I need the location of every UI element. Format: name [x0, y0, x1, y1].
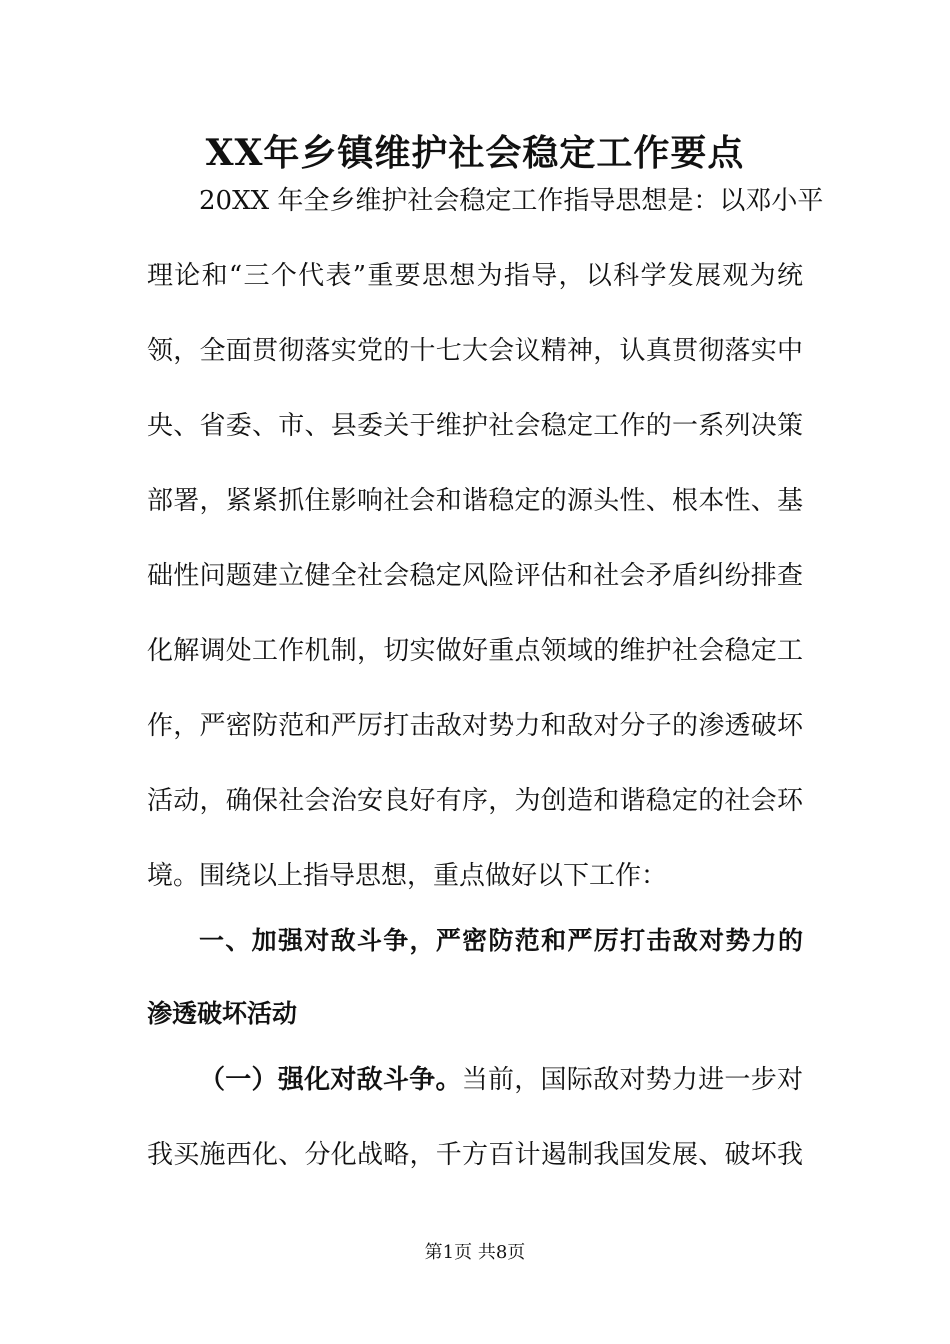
- subsection-line: [199, 1062, 803, 1098]
- subsection-text: 当前，国际敌对势力进一步对: [461, 1065, 803, 1095]
- paragraph-line: 20XX 年全乡维护社会稳定工作指导思想是：以邓小平: [199, 186, 824, 216]
- paragraph-line: 化解调处工作机制，切实做好重点领域的维护社会稳定工: [147, 636, 803, 666]
- paragraph-line: 活动，确保社会治安良好有序，为创造和谐稳定的社会环: [147, 786, 803, 816]
- paragraph-line: 理论和“三个代表”重要思想为指导，以科学发展观为统: [147, 261, 803, 291]
- subsection-lead: （一）强化对敌斗争。: [199, 1065, 462, 1095]
- paragraph-line: 领，全面贯彻落实党的十七大会议精神，认真贯彻落实中: [147, 336, 803, 366]
- page-number: 第1页 共8页: [424, 1242, 526, 1263]
- paragraph-line: 础性问题建立健全社会稳定风险评估和社会矛盾纠纷排查: [147, 561, 803, 591]
- paragraph-line: 作，严密防范和严厉打击敌对势力和敌对分子的渗透破坏: [147, 711, 803, 741]
- section-heading: 渗透破坏活动: [147, 999, 298, 1028]
- paragraph-line: 我买施西化、分化战略，千方百计遏制我国发展、破坏我: [147, 1140, 803, 1170]
- document-title: XX年乡镇维护社会稳定工作要点: [205, 132, 745, 174]
- section-heading: 一、加强对敌斗争，严密防范和严厉打击敌对势力的: [199, 926, 803, 955]
- paragraph-line: 央、省委、市、县委关于维护社会稳定工作的一系列决策: [147, 411, 803, 441]
- paragraph-line: 部署，紧紧抓住影响社会和谐稳定的源头性、根本性、基: [147, 486, 803, 516]
- paragraph-line: 境。围绕以上指导思想，重点做好以下工作：: [147, 861, 668, 891]
